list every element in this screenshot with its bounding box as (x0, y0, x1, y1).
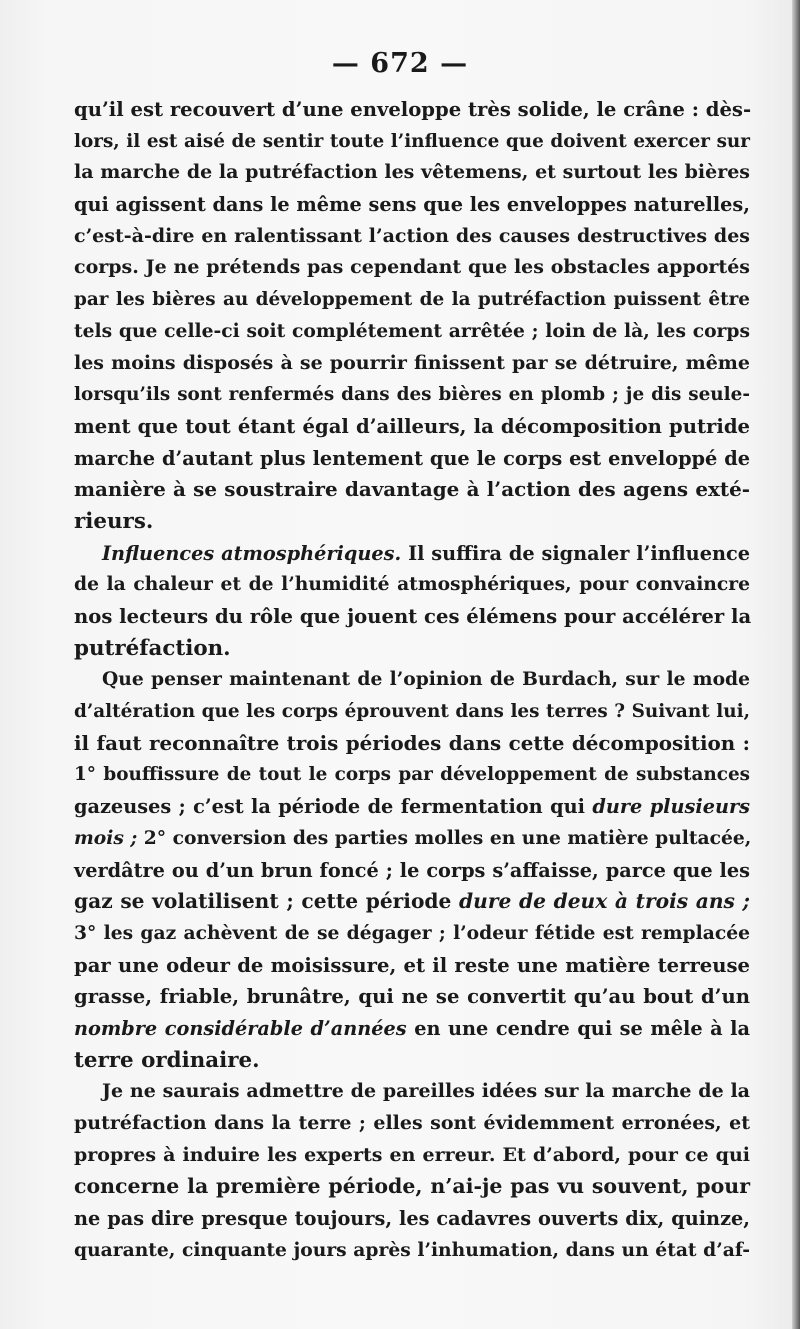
body-text (74, 94, 750, 1266)
text-line (74, 1076, 750, 1108)
line-text: quarante, cinquante jours après l’inhumation, dans un état d’af- (74, 1238, 750, 1261)
text-line (74, 252, 750, 284)
line-text: corps. Je ne prétends pas cependant que les obstacles apportés (74, 256, 750, 279)
text-line (74, 886, 750, 918)
italic-phrase: dure de deux à trois ans ; (459, 889, 750, 914)
line-text: ment que tout étant égal d’ailleurs, la décomposition putride (74, 414, 750, 438)
line-text: 2° conversion des parties molles en une matière pultacée, (137, 826, 752, 849)
line-text: c’est-à-dire en ralentissant l’action des causes destructives des (74, 224, 750, 247)
text-line (74, 569, 750, 601)
text-line (74, 664, 750, 696)
text-line (74, 823, 750, 855)
text-line (74, 506, 750, 538)
text-line (74, 950, 750, 982)
text-line (74, 1203, 750, 1235)
page-edge-shadow (792, 0, 800, 1329)
line-text: qu’il est recouvert d’une enveloppe très solide, le crâne : dès- (74, 98, 752, 121)
line-text: lors, il est aisé de sentir toute l’influence que doivent exercer sur (74, 130, 750, 152)
text-line (74, 855, 750, 887)
line-text: marche d’autant plus lentement que le corps est enveloppé de (74, 446, 750, 470)
text-line (74, 284, 750, 316)
line-text: grasse, friable, brunâtre, qui ne se convertit qu’au bout d’un (74, 985, 750, 1009)
line-text: putréfaction. (74, 635, 231, 661)
line-text: nos lecteurs du rôle que jouent ces élémens pour accélérer la (74, 605, 752, 628)
line-text: gazeuses ; c’est la période de fermentation qui (74, 795, 593, 819)
line-text: manière à se soustraire davantage à l’action des agens exté- (74, 477, 750, 502)
line-text: gaz se volatilisent ; cette période (74, 889, 460, 914)
text-line (74, 411, 750, 443)
line-text: rieurs. (74, 508, 154, 534)
line-text: Que penser maintenant de l’opinion de Burdach, sur le mode (102, 668, 750, 691)
line-text: Il suffira de signaler l’influence (401, 541, 750, 565)
line-text: les moins disposés à se pourrir finissent par se détruire, même (74, 351, 750, 374)
text-line (74, 981, 750, 1013)
line-text: propres à induire les experts en erreur. Et d’abord, pour ce qui (74, 1143, 750, 1166)
text-line (74, 474, 750, 506)
line-text: la marche de la putréfaction les vêtemens, et surtout les bières (74, 161, 750, 184)
text-line (74, 759, 750, 791)
text-line (74, 538, 750, 570)
line-text: putréfaction dans la terre ; elles sont évidemment erronées, et (74, 1112, 750, 1134)
text-line (74, 94, 750, 126)
text-line (74, 348, 750, 380)
line-text: de la chaleur et de l’humidité atmosphériques, pour convaincre (74, 573, 750, 596)
line-text: terre ordinaire. (74, 1047, 260, 1073)
line-text: 1° bouffissure de tout le corps par développement de substances (74, 764, 750, 786)
text-line (74, 1045, 750, 1077)
text-line (74, 221, 750, 253)
text-line (74, 696, 750, 728)
italic-phrase: nombre considérable d’années (74, 1016, 407, 1040)
text-line (74, 1171, 750, 1203)
line-text: d’altération que les corps éprouvent dans les terres ? Suivant lui, (74, 701, 750, 723)
line-text: Je ne saurais admettre de pareilles idées sur la marche de la (102, 1080, 750, 1103)
text-line (74, 379, 750, 411)
line-text: par les bières au développement de la putréfaction puissent être (74, 289, 750, 311)
text-line (74, 1108, 750, 1140)
text-line (74, 633, 750, 665)
text-line (74, 791, 750, 823)
line-text: il faut reconnaître trois périodes dans cette décomposition : (74, 730, 750, 755)
line-text: 3° les gaz achèvent de se dégager ; l’odeur fétide est remplacée (74, 921, 750, 944)
italic-phrase: mois ; (74, 826, 138, 849)
line-text: lorsqu’ils sont renfermés dans des bières en plomb ; je dis seule- (74, 384, 750, 406)
text-line (74, 189, 750, 221)
line-text: tels que celle-ci soit complétement arrêtée ; loin de là, les corps (74, 319, 750, 342)
text-line (74, 1140, 750, 1172)
text-line (74, 601, 750, 633)
line-text: en une cendre qui se mêle à la (406, 1016, 750, 1040)
italic-phrase: dure plusieurs (592, 795, 750, 819)
text-line (74, 728, 750, 760)
line-text: concerne la première période, n’ai-je pas vu souvent, pour (74, 1174, 750, 1199)
line-text: qui agissent dans le même sens que les enveloppes naturelles, (74, 193, 750, 217)
italic-phrase: Influences atmosphériques. (102, 541, 402, 565)
text-line (74, 157, 750, 189)
text-line (74, 1235, 750, 1267)
text-line (74, 918, 750, 950)
text-line (74, 443, 750, 475)
line-text: ne pas dire presque toujours, les cadavres ouverts dix, quinze, (74, 1207, 750, 1231)
text-line (74, 316, 750, 348)
line-text: par une odeur de moisissure, et il reste une matière terreuse (74, 953, 750, 977)
text-line (74, 1013, 750, 1045)
page-number: — 672 — (331, 48, 469, 79)
text-line (74, 126, 750, 158)
line-text: verdâtre ou d’un brun foncé ; le corps s’affaisse, parce que les (74, 858, 750, 882)
